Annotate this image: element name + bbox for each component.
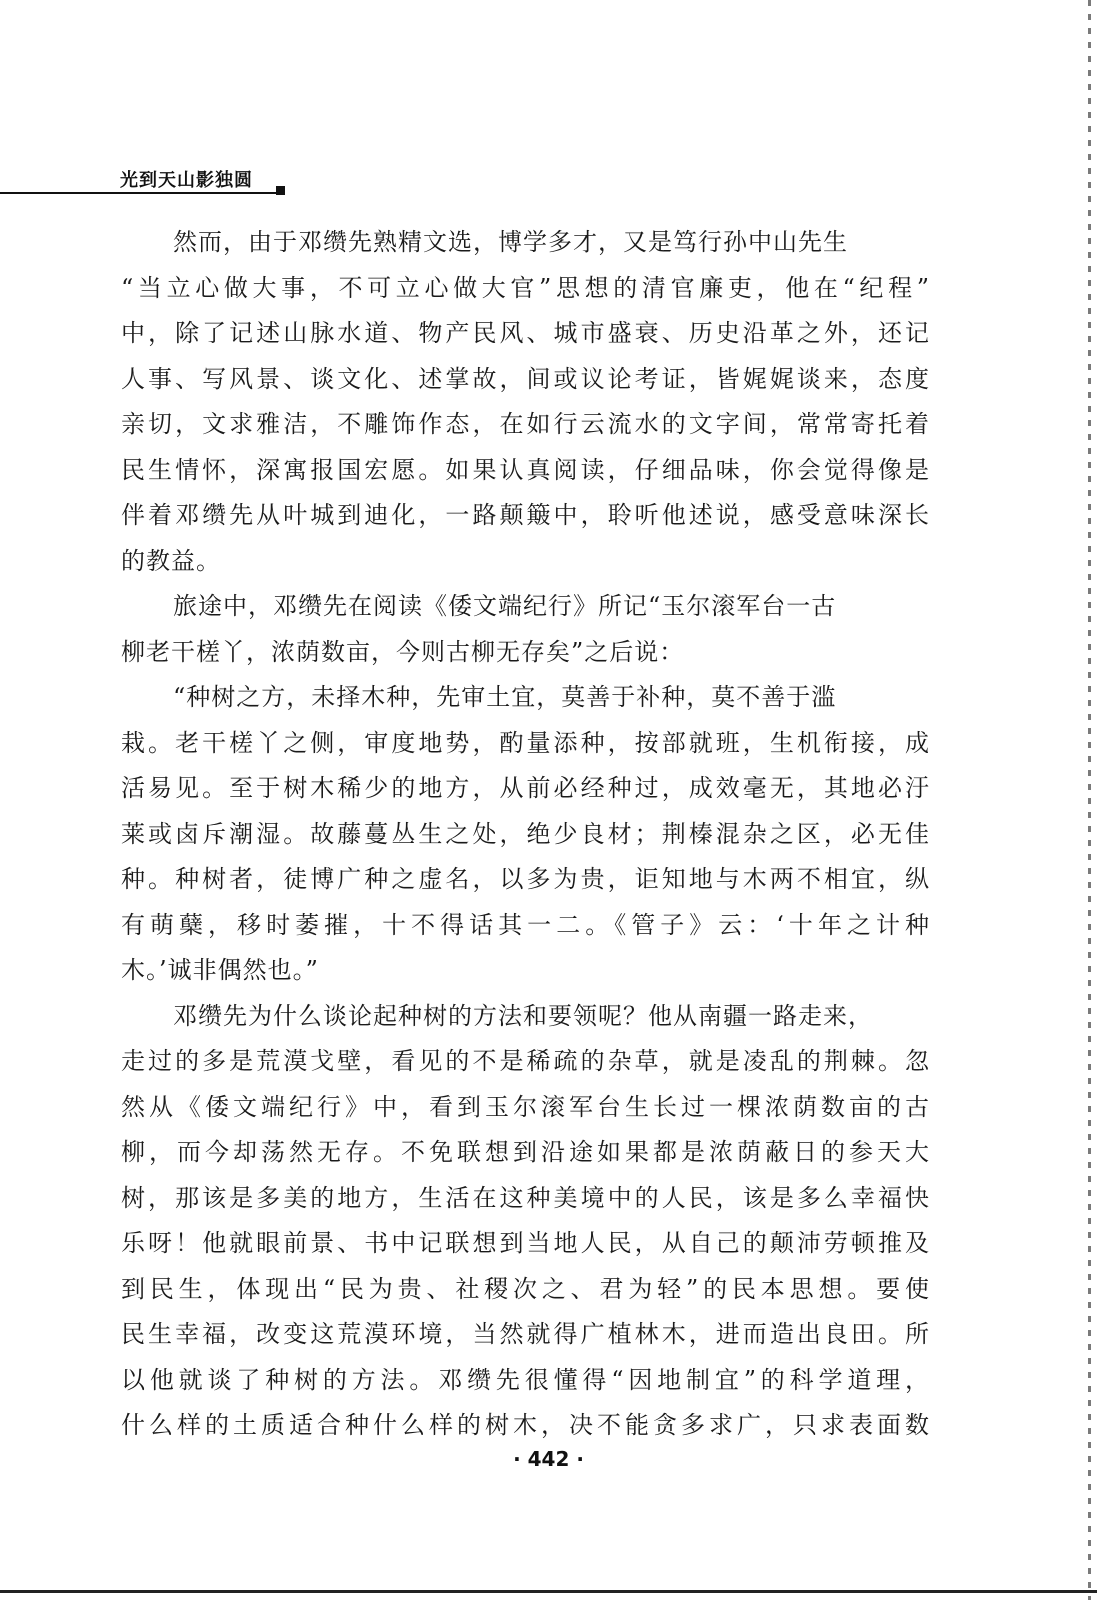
- page-number: · 442 ·: [513, 1447, 584, 1471]
- text-line: 民生幸福，改变这荒漠环境，当然就得广植林木，进而造出良田。所: [121, 1320, 929, 1348]
- text-line: 伴着邓缵先从叶城到迪化，一路颠簸中，聆听他述说，感受意味深长: [121, 501, 929, 529]
- text-line: 柳，而今却荡然无存。不免联想到沿途如果都是浓荫蔽日的参天大: [121, 1138, 929, 1166]
- text-line: 以他就谈了种树的方法。邓缵先很懂得“因地制宜”的科学道理，: [121, 1365, 929, 1394]
- text-line: 民生情怀，深寓报国宏愿。如果认真阅读，仔细品味，你会觉得像是: [121, 455, 929, 484]
- quote-line: 有萌蘖，移时萎摧，十不得话其一二。《管子》云：‘十年之计种: [121, 910, 929, 939]
- text-line: 中，除了记述山脉水道、物产民风、城市盛衰、历史沿革之外，还记: [121, 319, 929, 347]
- text-line: 什么样的土质适合种什么样的树木，决不能贪多求广，只求表面数: [121, 1411, 929, 1439]
- text-line: “当立心做大事，不可立心做大官”思想的清官廉吏，他在“纪程”: [121, 273, 929, 302]
- text-line: 人事、写风景、谈文化、述掌故，间或议论考证，皆娓娓谈来，态度: [121, 364, 929, 393]
- scan-edge: [1088, 0, 1091, 1600]
- quote-line: 活易见。至于树木稀少的地方，从前必经种过，成效毫无，其地必汙: [121, 774, 929, 802]
- text-line: 亲切，文求雅洁，不雕饰作态，在如行云流水的文字间，常常寄托着: [121, 410, 929, 438]
- text-line: 然而，由于邓缵先熟精文选，博学多才，又是笃行孙中山先生: [173, 228, 848, 256]
- text-line: 树，那该是多美的地方，生活在这种美境中的人民，该是多么幸福快: [121, 1183, 929, 1212]
- quote-line: 栽。老干槎丫之侧，审度地势，酌量添种，按部就班，生机衔接，成: [121, 728, 929, 757]
- text-line: 邓缵先为什么谈论起种树的方法和要领呢？他从南疆一路走来，: [173, 1001, 873, 1030]
- header-rule: [0, 192, 282, 194]
- text-line: 旅途中，邓缵先在阅读《倭文端纪行》所记“玉尔滚军台一古: [173, 592, 837, 620]
- text-line: 到民生，体现出“民为贵、社稷次之、君为轻”的民本思想。要使: [121, 1274, 929, 1303]
- bottom-edge-rule: [0, 1590, 1097, 1593]
- header-square-mark: [276, 186, 285, 195]
- text-line: 然从《倭文端纪行》中，看到玉尔滚军台生长过一棵浓荫数亩的古: [121, 1092, 929, 1121]
- quote-line: 种。种树者，徒博广种之虚名，以多为贵，讵知地与木两不相宜，纵: [121, 865, 929, 893]
- quote-line: 莱或卤斥潮湿。故藤蔓丛生之处，绝少良材；荆榛混杂之区，必无佳: [121, 819, 929, 848]
- quote-line: 木。’诚非偶然也。”: [121, 956, 319, 984]
- text-line: 柳老干槎丫，浓荫数亩，今则古柳无存矣”之后说：: [121, 637, 685, 666]
- text-line: 的教益。: [121, 546, 221, 575]
- running-title: 光到天山影独圆: [120, 170, 253, 191]
- body-text: [121, 220, 929, 1449]
- text-line: 走过的多是荒漠戈壁，看见的不是稀疏的杂草，就是凌乱的荆棘。忽: [121, 1047, 929, 1075]
- quote-line: “种树之方，未择木种，先审土宜，莫善于补种，莫不善于滥: [173, 683, 837, 711]
- text-line: 乐呀！他就眼前景、书中记联想到当地人民，从自己的颠沛劳顿推及: [121, 1229, 929, 1257]
